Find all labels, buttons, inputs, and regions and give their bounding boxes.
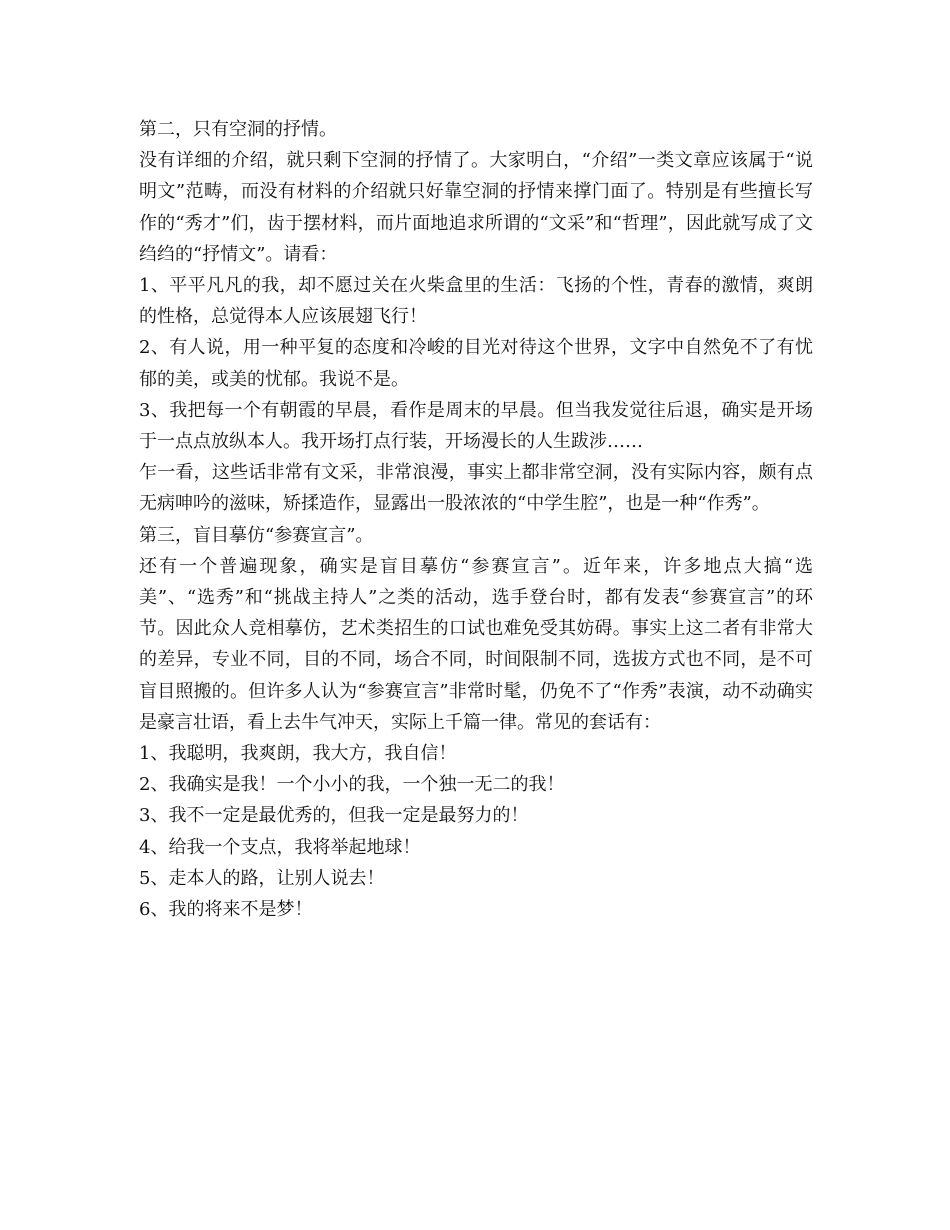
example-item-1: 1、平平凡凡的我，却不愿过关在火柴盒里的生活：飞扬的个性，青春的激情，爽朗的性格，总觉得本人应该展翅飞行！ bbox=[139, 275, 813, 328]
slogan-item-1: 1、我聪明，我爽朗，我大方，我自信！ bbox=[139, 743, 457, 765]
section-heading-3: 第三，盲目摹仿“参赛宣言”。 bbox=[139, 524, 374, 546]
body-paragraph: 还有一个普遍现象，确实是盲目摹仿“参赛宣言”。近年来，许多地点大搞“选美”、“选秀”和“挑战主持人”之类的活动，选手登台时，都有发表“参赛宣言”的环节。因此众人竞相摹仿，艺术类招生的口试也难免受其妨碍。事实上这二者有非常大的差异，专业不同，目的不同，场合不同，时间限制不同，选拔方式也不同，是不可盲目照搬的。但许多人认为“参赛宣言”非常时髦，仍免不了“作秀”表演，动不动确实是豪言壮语，看上去牛气冲天，实际上千篇一律。常见的套话有： bbox=[139, 555, 813, 733]
example-item-2: 2、有人说，用一种平复的态度和冷峻的目光对待这个世界，文字中自然免不了有忧郁的美，或美的忧郁。我说不是。 bbox=[139, 337, 813, 390]
example-item-3: 3、我把每一个有朝霞的早晨，看作是周末的早晨。但当我发觉往后退，确实是开场于一点点放纵本人。我开场打点行装，开场漫长的人生跋涉…… bbox=[139, 399, 813, 453]
section-heading-2: 第二，只有空洞的抒情。 bbox=[139, 119, 337, 140]
slogan-item-6: 6、我的将来不是梦！ bbox=[139, 899, 313, 921]
document-body bbox=[139, 114, 813, 925]
slogan-item-4: 4、给我一个支点，我将举起地球！ bbox=[139, 836, 421, 858]
slogan-item-2: 2、我确实是我！一个小小的我，一个独一无二的我！ bbox=[139, 774, 565, 796]
slogan-item-3: 3、我不一定是最优秀的，但我一定是最努力的！ bbox=[139, 805, 529, 827]
body-paragraph: 没有详细的介绍，就只剩下空洞的抒情了。大家明白，“介绍”一类文章应该属于“说明文”范畴，而没有材料的介绍就只好靠空洞的抒情来撑门面了。特别是有些擅长写作的“秀才”们，齿于摆材料，而片面地追求所谓的“文采”和“哲理”，因此就写成了文绉绉的“抒情文”。请看： bbox=[139, 150, 813, 265]
body-paragraph: 乍一看，这些话非常有文采，非常浪漫，事实上都非常空洞，没有实际内容，颇有点无病呻吟的滋味，矫揉造作，显露出一股浓浓的“中学生腔”，也是一种“作秀”。 bbox=[139, 462, 813, 515]
slogan-item-5: 5、走本人的路，让别人说去！ bbox=[139, 867, 385, 889]
